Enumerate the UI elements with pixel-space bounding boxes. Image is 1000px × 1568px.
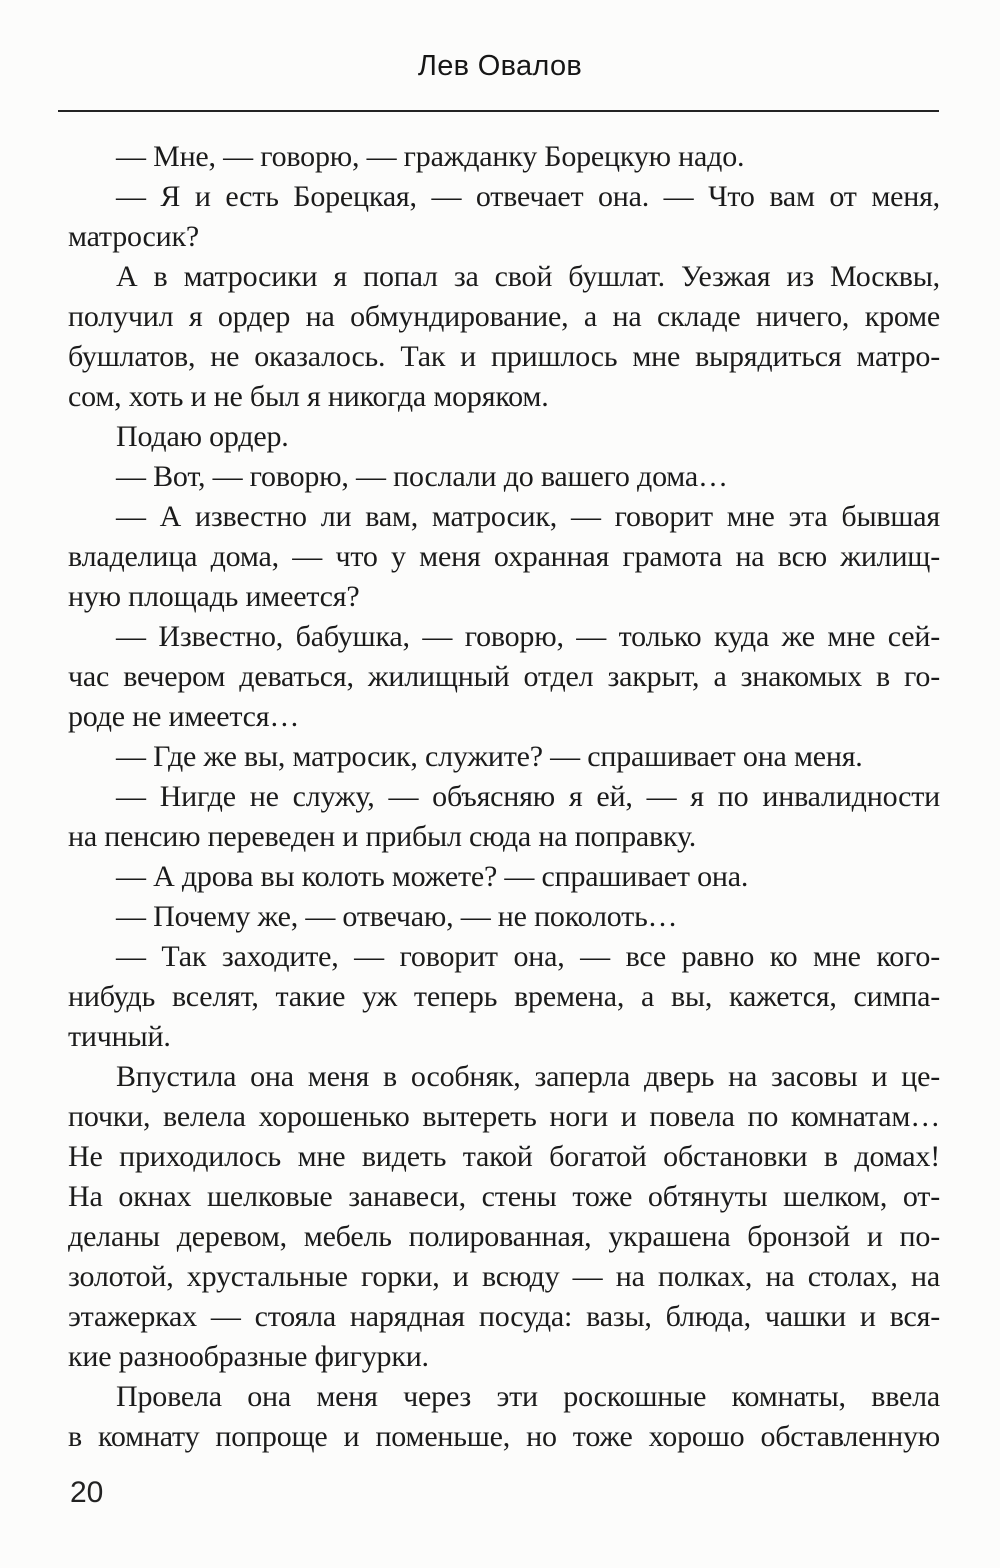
text-line: тичный.: [68, 1020, 171, 1053]
text-line: почки, велела хорошенько вытереть ноги и повела по комнатам…: [68, 1100, 940, 1133]
text-line: сом, хоть и не был я никогда моряком.: [68, 380, 549, 413]
text-line: матросик?: [68, 220, 200, 253]
text-line: Провела она меня через эти роскошные комнаты, ввела: [116, 1380, 940, 1413]
text-line: Впустила она меня в особняк, заперла дверь на засовы и це-: [116, 1060, 940, 1093]
text-line: получил я ордер на обмундирование, а на складе ничего, кроме: [68, 300, 940, 333]
page-number: 20: [70, 1476, 104, 1509]
text-line: На окнах шелковые занавеси, стены тоже обтянуты шелком, от-: [68, 1180, 940, 1213]
text-line: Подаю ордер.: [116, 420, 289, 453]
text-line: — Нигде не служу, — объясняю я ей, — я по инвалидности: [116, 780, 940, 813]
text-line: — Вот, — говорю, — послали до вашего дома…: [116, 460, 728, 493]
body-text: [68, 137, 940, 1457]
text-line: роде не имеется…: [68, 700, 300, 733]
text-line: нибудь вселят, такие уж теперь времена, а вы, кажется, симпа-: [68, 980, 940, 1013]
text-line: — Где же вы, матросик, служите? — спрашивает она меня.: [116, 740, 863, 773]
text-line: — А дрова вы колоть можете? — спрашивает она.: [116, 860, 749, 893]
text-line: Не приходилось мне видеть такой богатой обстановки в домах!: [68, 1140, 940, 1173]
text-line: — Мне, — говорю, — гражданку Борецкую надо.: [116, 140, 745, 173]
text-line: деланы деревом, мебель полированная, украшена бронзой и по-: [68, 1220, 940, 1253]
text-line: А в матросики я попал за свой бушлат. Уезжая из Москвы,: [116, 260, 940, 293]
text-line: — Известно, бабушка, — говорю, — только куда же мне сей-: [116, 620, 940, 653]
text-line: — Так заходите, — говорит она, — все равно ко мне кого-: [116, 940, 940, 973]
text-line: бушлатов, не оказалось. Так и пришлось мне вырядиться матро-: [68, 340, 940, 373]
text-line: на пенсию переведен и прибыл сюда на поправку.: [68, 820, 697, 853]
text-line: — А известно ли вам, матросик, — говорит мне эта бывшая: [116, 500, 940, 533]
text-line: кие разнообразные фигурки.: [68, 1340, 429, 1373]
text-line: золотой, хрустальные горки, и всюду — на полках, на столах, на: [68, 1260, 940, 1293]
header-rule: [58, 110, 939, 112]
text-line: владелица дома, — что у меня охранная грамота на всю жилищ-: [68, 540, 940, 573]
running-head-author: Лев Овалов: [417, 50, 583, 82]
text-line: — Почему же, — отвечаю, — не поколоть…: [116, 900, 678, 933]
text-line: этажерках — стояла нарядная посуда: вазы, блюда, чашки и вся-: [68, 1300, 940, 1333]
text-line: в комнату попроще и поменьше, но тоже хорошо обставленную: [68, 1420, 940, 1453]
text-line: — Я и есть Борецкая, — отвечает она. — Что вам от меня,: [116, 180, 940, 213]
text-line: ную площадь имеется?: [68, 580, 360, 613]
text-line: час вечером деваться, жилищный отдел закрыт, а знакомых в го-: [68, 660, 940, 693]
